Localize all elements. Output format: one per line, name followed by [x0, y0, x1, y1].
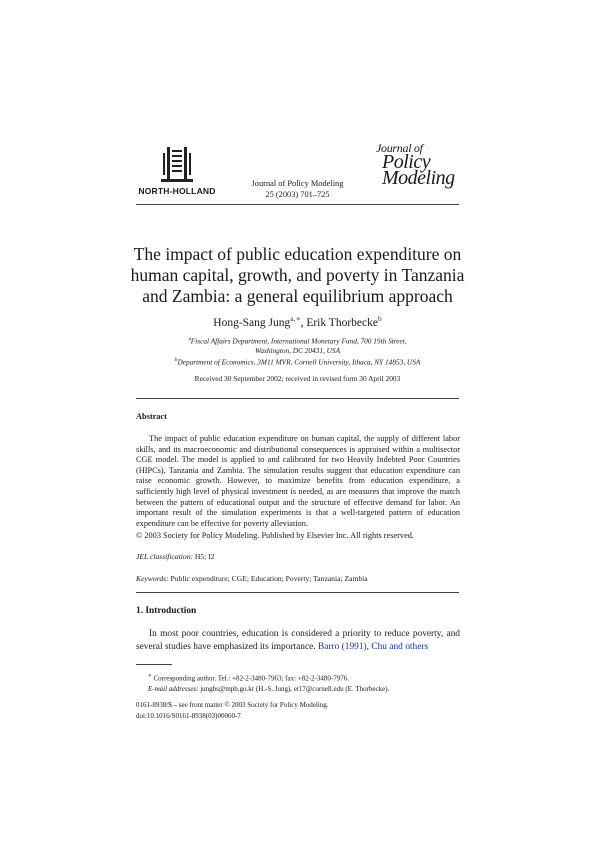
email-label: E-mail addresses: [148, 684, 199, 693]
abstract-bottom-divider [136, 592, 459, 593]
abstract-heading: Abstract [136, 412, 167, 421]
affiliation-a-line2: Washington, DC 20431, USA [254, 346, 341, 356]
publication-info [136, 700, 460, 721]
issn-line: 0161-8938/$ – see front matter © 2003 Society for Policy Modeling. [136, 701, 329, 709]
footnote-corresponding-text: Corresponding author. Tel.: +82-2-3480-7963; fax: +82-2-3480-7976. [151, 674, 349, 683]
copyright-notice: © 2003 Society for Policy Modeling. Published by Elsevier Inc. All rights reserved. [136, 531, 414, 540]
intro-text: In most poor countries, education is considered a priority to reduce poverty, and several studies have emphasized its importance. [136, 629, 460, 652]
author-name: Erik Thorbecke [306, 316, 378, 329]
journal-logo-line3: Modeling [382, 167, 455, 189]
keywords-value: Public expenditure; CGE; Education; Poverty; Tanzania; Zambia [168, 574, 368, 583]
journal-citation [210, 178, 385, 200]
journal-name: Journal of Policy Modeling [251, 179, 344, 188]
affiliations [136, 335, 459, 367]
paper-title: The impact of public education expenditure on human capital, growth, and poverty in Tanzania and Zambia: a general equilibrium approach [130, 244, 465, 306]
affiliation-text: Fiscal Affairs Department, International Monetary Fund, 700 19th Street, [190, 336, 407, 346]
keywords [136, 574, 460, 583]
north-holland-emblem-icon [157, 145, 197, 185]
footnote-emails [148, 684, 460, 695]
received-dates: Received 30 September 2002; received in revised form 30 April 2003 [194, 374, 401, 383]
author-marks[interactable]: b [377, 314, 382, 323]
author-line [136, 314, 459, 329]
footnote [148, 671, 460, 694]
intro-separator: , [366, 642, 372, 652]
author-marks[interactable]: a,∗ [290, 314, 301, 323]
citation-link[interactable]: Chu and others [371, 642, 429, 652]
email-value: jungbs@mpb.go.kr (H.-S. Jung), et17@cornell.edu (E. Thorbecke). [198, 684, 390, 693]
journal-logo [376, 142, 466, 187]
abstract-top-divider [136, 398, 459, 399]
citation-link[interactable]: Barro (1991) [317, 642, 367, 652]
footnote-corresponding [148, 671, 460, 684]
section-heading-introduction: 1. Introduction [136, 606, 197, 616]
journal-logo-line2: Policy [382, 151, 431, 173]
keywords-label: Keywords: [136, 574, 169, 583]
author-separator: , [300, 316, 307, 329]
affiliation-mark: b [174, 357, 178, 364]
jel-classification [136, 552, 460, 561]
affiliation-b [136, 356, 459, 367]
header-divider [136, 204, 459, 205]
journal-logo-line1: Journal of [376, 141, 423, 155]
publisher-name: NORTH-HOLLAND [138, 186, 216, 196]
doi-line: doi:10.1016/S0161-8938(03)00060-7 [136, 711, 241, 720]
author-name: Hong-Sang Jung [213, 316, 291, 329]
abstract-body: The impact of public education expenditure on human capital, the supply of different labor skills, and its macroeconomic and distributional consequences is appraised within a multisector CGE model. The model is applied to and calibrated for two Heavily Indebted Poor Countries (HIPCs), Tanzania and Zambia. The simulation results suggest that education expenditure can raise economic growth. However, to maximize benefits from education expenditure, a sufficiently high level of physical investment is needed, as are measures that improve the match between the pattern of educational output and the structure of effective demand for labor. An important result of the simulation experiments is that a well-targeted pattern of education expenditure can be effective for poverty alleviation. [136, 434, 460, 528]
affiliation-text: Department of Economics, 3M11 MVR, Cornell University, Ithaca, NY 14853, USA [177, 357, 421, 367]
affiliation-a [136, 335, 459, 346]
affiliation-mark: a [188, 336, 191, 342]
footnote-mark: ∗ [148, 673, 152, 679]
jel-value: H5; I2 [193, 552, 215, 561]
journal-volume-pages: 25 (2003) 701–725 [265, 190, 330, 199]
jel-label: JEL classification: [136, 552, 194, 561]
footnote-divider [136, 664, 172, 665]
introduction-paragraph [136, 628, 460, 654]
publisher-logo [138, 145, 216, 196]
